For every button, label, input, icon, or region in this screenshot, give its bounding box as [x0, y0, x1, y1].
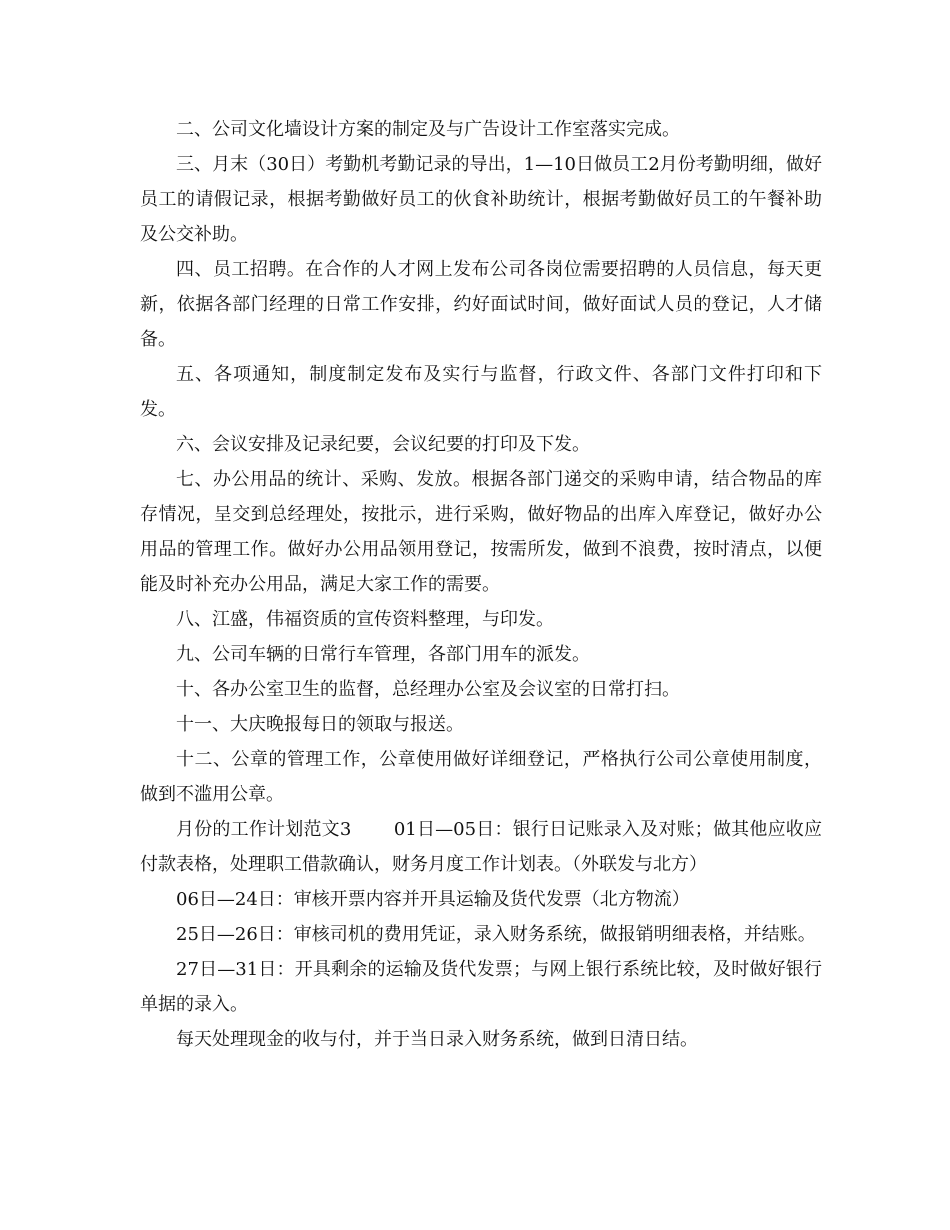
paragraph-7: 七、办公用品的统计、采购、发放。根据各部门递交的采购申请，结合物品的库存情况，呈交到总经理处，按批示，进行采购，做好物品的出库入库登记，做好办公用品的管理工作。做好办公用品领用登记，按需所发，做到不浪费，按时清点，以便能及时补充办公用品，满足大家工作的需要。 [140, 469, 822, 595]
paragraph-day-27-31: 27日—31日：开具剩余的运输及货代发票；与网上银行系统比较，及时做好银行单据的录入。 [140, 959, 822, 1015]
paragraph-8: 八、江盛，伟福资质的宣传资料整理，与印发。 [176, 609, 554, 630]
paragraph-4: 四、员工招聘。在合作的人才网上发布公司各岗位需要招聘的人员信息，每天更新，依据各部门经理的日常工作安排，约好面试时间，做好面试人员的登记，人才储备。 [140, 259, 822, 350]
paragraph-9: 九、公司车辆的日常行车管理，各部门用车的派发。 [176, 644, 590, 665]
paragraph-daily-cash: 每天处理现金的收与付，并于当日录入财务系统，做到日清日结。 [176, 1029, 698, 1050]
paragraph-12: 十二、公章的管理工作，公章使用做好详细登记，严格执行公司公章使用制度，做到不滥用公章。 [140, 749, 822, 805]
paragraph-2: 二、公司文化墙设计方案的制定及与广告设计工作室落实完成。 [176, 119, 680, 140]
paragraph-6: 六、会议安排及记录纪要，会议纪要的打印及下发。 [176, 434, 590, 455]
paragraph-11: 十一、大庆晚报每日的领取与报送。 [176, 714, 464, 735]
paragraph-plan-template: 月份的工作计划范文3 01日—05日：银行日记账录入及对账；做其他应收应付款表格，处理职工借款确认，财务月度工作计划表。（外联发与北方） [140, 819, 822, 875]
document-body [140, 112, 822, 1057]
paragraph-day-25-26: 25日—26日：审核司机的费用凭证，录入财务系统，做报销明细表格，并结账。 [176, 924, 816, 945]
paragraph-10: 十、各办公室卫生的监督，总经理办公室及会议室的日常打扫。 [176, 679, 680, 700]
paragraph-5: 五、各项通知，制度制定发布及实行与监督，行政文件、各部门文件打印和下发。 [140, 364, 822, 420]
paragraph-day-06-24: 06日—24日：审核开票内容并开具运输及货代发票（北方物流） [176, 889, 690, 910]
paragraph-3: 三、月末（30日）考勤机考勤记录的导出，1—10日做员工2月份考勤明细，做好员工的请假记录，根据考勤做好员工的伙食补助统计，根据考勤做好员工的午餐补助及公交补助。 [140, 154, 822, 245]
